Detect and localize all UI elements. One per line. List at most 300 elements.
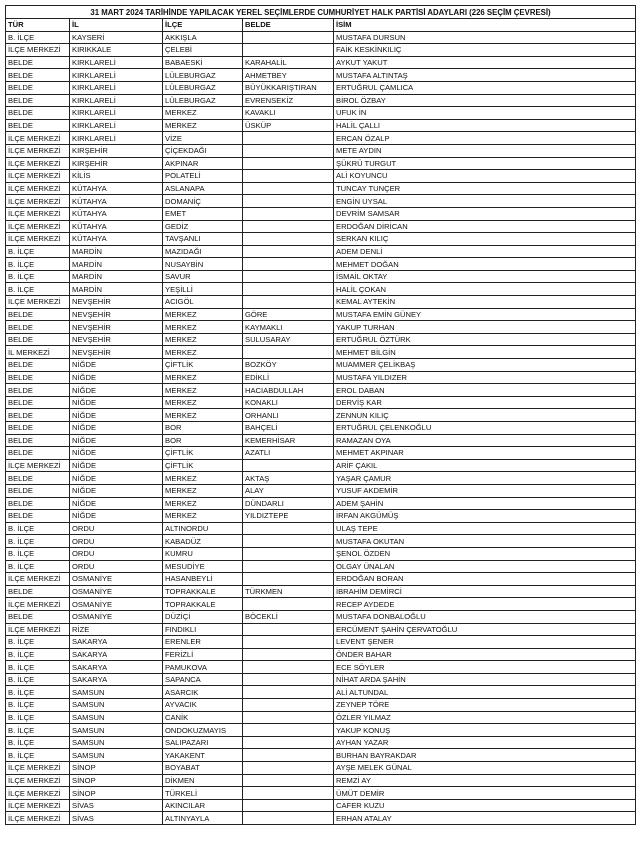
cell-il: OSMANİYE bbox=[70, 610, 163, 623]
cell-isim: MEHMET BİLGİN bbox=[334, 346, 636, 359]
cell-tur: İLÇE MERKEZİ bbox=[6, 170, 70, 183]
cell-belde: BÜYÜKKARIŞTIRAN bbox=[243, 81, 334, 94]
cell-il: NİĞDE bbox=[70, 484, 163, 497]
table-row bbox=[6, 699, 636, 712]
cell-isim: CAFER KUZU bbox=[334, 799, 636, 812]
cell-il: SİVAS bbox=[70, 799, 163, 812]
cell-tur: İLÇE MERKEZİ bbox=[6, 787, 70, 800]
cell-ilce: ONDOKUZMAYIS bbox=[163, 724, 243, 737]
cell-isim: İSMAİL OKTAY bbox=[334, 270, 636, 283]
table-row bbox=[6, 107, 636, 120]
cell-ilce: BOR bbox=[163, 422, 243, 435]
cell-tur: BELDE bbox=[6, 610, 70, 623]
cell-il: NİĞDE bbox=[70, 497, 163, 510]
table-row bbox=[6, 762, 636, 775]
cell-belde bbox=[243, 573, 334, 586]
table-header-row bbox=[6, 19, 636, 32]
table-row bbox=[6, 44, 636, 57]
cell-belde bbox=[243, 661, 334, 674]
cell-ilce: BABAESKİ bbox=[163, 56, 243, 69]
cell-belde: TÜRKMEN bbox=[243, 585, 334, 598]
cell-belde bbox=[243, 270, 334, 283]
cell-tur: BELDE bbox=[6, 396, 70, 409]
table-row bbox=[6, 384, 636, 397]
cell-isim: ENGİN UYSAL bbox=[334, 195, 636, 208]
cell-isim: ZENNUN KILIÇ bbox=[334, 409, 636, 422]
cell-isim: TUNCAY TUNÇER bbox=[334, 182, 636, 195]
cell-ilce: DÜZİÇİ bbox=[163, 610, 243, 623]
cell-il: NİĞDE bbox=[70, 371, 163, 384]
cell-belde bbox=[243, 157, 334, 170]
cell-tur: BELDE bbox=[6, 321, 70, 334]
cell-belde bbox=[243, 132, 334, 145]
cell-belde: BAHÇELİ bbox=[243, 422, 334, 435]
cell-belde bbox=[243, 31, 334, 44]
cell-isim: DEVRİM SAMSAR bbox=[334, 207, 636, 220]
cell-il: KIRKLARELİ bbox=[70, 132, 163, 145]
cell-isim: ÖNDER BAHAR bbox=[334, 648, 636, 661]
cell-il: NİĞDE bbox=[70, 510, 163, 523]
cell-isim: ERCÜMENT ŞAHİN ÇERVATOĞLU bbox=[334, 623, 636, 636]
cell-tur: BELDE bbox=[6, 359, 70, 372]
cell-isim: ZEYNEP TÖRE bbox=[334, 699, 636, 712]
table-row bbox=[6, 144, 636, 157]
cell-tur: İLÇE MERKEZİ bbox=[6, 762, 70, 775]
cell-isim: AYHAN YAZAR bbox=[334, 736, 636, 749]
cell-il: KÜTAHYA bbox=[70, 220, 163, 233]
cell-il: NİĞDE bbox=[70, 409, 163, 422]
cell-isim: HALİL ÇOKAN bbox=[334, 283, 636, 296]
cell-il: MARDİN bbox=[70, 245, 163, 258]
cell-il: KIRKLARELİ bbox=[70, 107, 163, 120]
cell-belde bbox=[243, 283, 334, 296]
cell-il: NİĞDE bbox=[70, 384, 163, 397]
cell-il: SİNOP bbox=[70, 787, 163, 800]
table-row bbox=[6, 119, 636, 132]
cell-tur: B. İLÇE bbox=[6, 535, 70, 548]
cell-il: NİĞDE bbox=[70, 472, 163, 485]
cell-il: SAMSUN bbox=[70, 686, 163, 699]
cell-il: SAKARYA bbox=[70, 661, 163, 674]
table-row bbox=[6, 724, 636, 737]
table-row bbox=[6, 522, 636, 535]
cell-belde bbox=[243, 44, 334, 57]
cell-belde bbox=[243, 699, 334, 712]
cell-il: OSMANİYE bbox=[70, 573, 163, 586]
cell-tur: B. İLÇE bbox=[6, 673, 70, 686]
cell-tur: İLÇE MERKEZİ bbox=[6, 144, 70, 157]
cell-tur: BELDE bbox=[6, 484, 70, 497]
cell-ilce: YAKAKENT bbox=[163, 749, 243, 762]
table-row bbox=[6, 69, 636, 82]
cell-tur: İLÇE MERKEZİ bbox=[6, 182, 70, 195]
cell-tur: İLÇE MERKEZİ bbox=[6, 157, 70, 170]
cell-ilce: ERENLER bbox=[163, 636, 243, 649]
cell-ilce: ALTINORDU bbox=[163, 522, 243, 535]
cell-isim: YAŞAR ÇAMUR bbox=[334, 472, 636, 485]
cell-belde bbox=[243, 787, 334, 800]
cell-belde: AKTAŞ bbox=[243, 472, 334, 485]
cell-tur: B. İLÇE bbox=[6, 648, 70, 661]
cell-tur: BELDE bbox=[6, 371, 70, 384]
cell-isim: ARİF ÇAKIL bbox=[334, 459, 636, 472]
cell-isim: NİHAT ARDA ŞAHİN bbox=[334, 673, 636, 686]
table-row bbox=[6, 359, 636, 372]
cell-ilce: MESUDİYE bbox=[163, 560, 243, 573]
cell-tur: BELDE bbox=[6, 434, 70, 447]
cell-tur: BELDE bbox=[6, 585, 70, 598]
cell-il: KIRKLARELİ bbox=[70, 119, 163, 132]
cell-ilce: AKKIŞLA bbox=[163, 31, 243, 44]
cell-tur: İLÇE MERKEZİ bbox=[6, 812, 70, 825]
cell-il: KİLİS bbox=[70, 170, 163, 183]
table-row bbox=[6, 270, 636, 283]
cell-il: KIRKLARELİ bbox=[70, 94, 163, 107]
cell-il: KÜTAHYA bbox=[70, 207, 163, 220]
cell-ilce: LÜLEBURGAZ bbox=[163, 69, 243, 82]
cell-isim: BİROL ÖZBAY bbox=[334, 94, 636, 107]
cell-isim: ERHAN ATALAY bbox=[334, 812, 636, 825]
cell-tur: B. İLÇE bbox=[6, 258, 70, 271]
cell-tur: BELDE bbox=[6, 384, 70, 397]
cell-il: MARDİN bbox=[70, 270, 163, 283]
cell-isim: MUSTAFA ALTINTAŞ bbox=[334, 69, 636, 82]
table-row bbox=[6, 661, 636, 674]
cell-ilce: MERKEZ bbox=[163, 119, 243, 132]
table-row bbox=[6, 170, 636, 183]
cell-belde bbox=[243, 686, 334, 699]
table-row bbox=[6, 31, 636, 44]
cell-ilce: BOYABAT bbox=[163, 762, 243, 775]
cell-ilce: TÜRKELİ bbox=[163, 787, 243, 800]
table-row bbox=[6, 736, 636, 749]
table-row bbox=[6, 258, 636, 271]
cell-isim: MUSTAFA OKUTAN bbox=[334, 535, 636, 548]
cell-il: KÜTAHYA bbox=[70, 195, 163, 208]
cell-belde: KARAHALİL bbox=[243, 56, 334, 69]
cell-tur: BELDE bbox=[6, 472, 70, 485]
cell-il: KÜTAHYA bbox=[70, 233, 163, 246]
cell-tur: İLÇE MERKEZİ bbox=[6, 598, 70, 611]
cell-belde bbox=[243, 535, 334, 548]
cell-tur: BELDE bbox=[6, 409, 70, 422]
cell-belde bbox=[243, 736, 334, 749]
table-row bbox=[6, 207, 636, 220]
cell-ilce: LÜLEBURGAZ bbox=[163, 81, 243, 94]
cell-tur: B. İLÇE bbox=[6, 560, 70, 573]
cell-isim: ÜMÜT DEMİR bbox=[334, 787, 636, 800]
cell-tur: İLÇE MERKEZİ bbox=[6, 207, 70, 220]
table-row bbox=[6, 447, 636, 460]
cell-isim: HALİL ÇALLI bbox=[334, 119, 636, 132]
cell-il: SİNOP bbox=[70, 774, 163, 787]
cell-belde: BÖCEKLİ bbox=[243, 610, 334, 623]
table-row bbox=[6, 812, 636, 825]
cell-tur: İLÇE MERKEZİ bbox=[6, 623, 70, 636]
cell-ilce: YEŞİLLİ bbox=[163, 283, 243, 296]
table-row bbox=[6, 535, 636, 548]
cell-isim: FAİK KESKİNKILIÇ bbox=[334, 44, 636, 57]
cell-isim: İRFAN AKGÜMÜŞ bbox=[334, 510, 636, 523]
table-row bbox=[6, 686, 636, 699]
cell-isim: MUSTAFA DURSUN bbox=[334, 31, 636, 44]
cell-belde bbox=[243, 598, 334, 611]
cell-il: MARDİN bbox=[70, 258, 163, 271]
cell-ilce: ASLANAPA bbox=[163, 182, 243, 195]
cell-belde bbox=[243, 547, 334, 560]
cell-il: NİĞDE bbox=[70, 396, 163, 409]
table-row bbox=[6, 673, 636, 686]
cell-isim: METE AYDIN bbox=[334, 144, 636, 157]
cell-isim: MUSTAFA YILDIZER bbox=[334, 371, 636, 384]
cell-ilce: BOR bbox=[163, 434, 243, 447]
table-row bbox=[6, 787, 636, 800]
cell-tur: BELDE bbox=[6, 81, 70, 94]
cell-belde: BOZKÖY bbox=[243, 359, 334, 372]
cell-belde bbox=[243, 623, 334, 636]
cell-isim: YUSUF AKDEMİR bbox=[334, 484, 636, 497]
cell-il: KIRIKKALE bbox=[70, 44, 163, 57]
cell-isim: ÖZLER YILMAZ bbox=[334, 711, 636, 724]
cell-ilce: ÇİFTLİK bbox=[163, 359, 243, 372]
table-row bbox=[6, 623, 636, 636]
cell-belde bbox=[243, 673, 334, 686]
cell-ilce: MERKEZ bbox=[163, 497, 243, 510]
cell-isim: ALİ ALTUNDAL bbox=[334, 686, 636, 699]
cell-belde bbox=[243, 459, 334, 472]
cell-tur: İLÇE MERKEZİ bbox=[6, 132, 70, 145]
cell-il: SAMSUN bbox=[70, 699, 163, 712]
cell-il: SAKARYA bbox=[70, 673, 163, 686]
table-row bbox=[6, 296, 636, 309]
cell-il: KIRKLARELİ bbox=[70, 69, 163, 82]
cell-il: SİVAS bbox=[70, 812, 163, 825]
cell-tur: B. İLÇE bbox=[6, 749, 70, 762]
cell-isim: BURHAN BAYRAKDAR bbox=[334, 749, 636, 762]
cell-isim: AYKUT YAKUT bbox=[334, 56, 636, 69]
cell-il: KAYSERİ bbox=[70, 31, 163, 44]
cell-belde: KONAKLI bbox=[243, 396, 334, 409]
cell-ilce: MERKEZ bbox=[163, 371, 243, 384]
cell-ilce: PAMUKOVA bbox=[163, 661, 243, 674]
table-row bbox=[6, 195, 636, 208]
cell-tur: BELDE bbox=[6, 56, 70, 69]
cell-belde: SULUSARAY bbox=[243, 333, 334, 346]
cell-belde bbox=[243, 195, 334, 208]
cell-ilce: MERKEZ bbox=[163, 333, 243, 346]
cell-isim: ERDOĞAN DİRİCAN bbox=[334, 220, 636, 233]
cell-belde bbox=[243, 774, 334, 787]
cell-belde bbox=[243, 207, 334, 220]
cell-ilce: AKPINAR bbox=[163, 157, 243, 170]
cell-isim: ERTUĞRUL ÇELENKOĞLU bbox=[334, 422, 636, 435]
cell-ilce: DİKMEN bbox=[163, 774, 243, 787]
cell-belde bbox=[243, 636, 334, 649]
cell-ilce: POLATELİ bbox=[163, 170, 243, 183]
table-row bbox=[6, 56, 636, 69]
cell-tur: B. İLÇE bbox=[6, 522, 70, 535]
cell-belde bbox=[243, 724, 334, 737]
table-row bbox=[6, 321, 636, 334]
cell-ilce: VİZE bbox=[163, 132, 243, 145]
cell-belde bbox=[243, 296, 334, 309]
cell-tur: İLÇE MERKEZİ bbox=[6, 774, 70, 787]
cell-il: KIRŞEHİR bbox=[70, 157, 163, 170]
cell-isim: EROL DABAN bbox=[334, 384, 636, 397]
table-row bbox=[6, 598, 636, 611]
cell-tur: İLÇE MERKEZİ bbox=[6, 799, 70, 812]
table-row bbox=[6, 636, 636, 649]
cell-il: NİĞDE bbox=[70, 359, 163, 372]
cell-ilce: ACIGÖL bbox=[163, 296, 243, 309]
cell-il: NEVŞEHİR bbox=[70, 321, 163, 334]
cell-ilce: ÇİFTLİK bbox=[163, 459, 243, 472]
column-header-isim: İSİM bbox=[334, 19, 636, 32]
cell-isim: ECE SÖYLER bbox=[334, 661, 636, 674]
cell-isim: RAMAZAN OYA bbox=[334, 434, 636, 447]
cell-isim: YAKUP TURHAN bbox=[334, 321, 636, 334]
cell-ilce: MERKEZ bbox=[163, 409, 243, 422]
document-title: 31 MART 2024 TARİHİNDE YAPILACAK YEREL SEÇİMLERDE CUMHURİYET HALK PARTİSİ ADAYLARI (226 SEÇİM ÇEVRESİ) bbox=[6, 6, 636, 19]
cell-il: SAMSUN bbox=[70, 736, 163, 749]
cell-isim: REMZİ AY bbox=[334, 774, 636, 787]
cell-il: SAMSUN bbox=[70, 711, 163, 724]
cell-ilce: TOPRAKKALE bbox=[163, 585, 243, 598]
cell-isim: ŞENOL ÖZDEN bbox=[334, 547, 636, 560]
table-row bbox=[6, 560, 636, 573]
table-row bbox=[6, 472, 636, 485]
cell-belde bbox=[243, 258, 334, 271]
table-row bbox=[6, 182, 636, 195]
cell-ilce: ASARCIK bbox=[163, 686, 243, 699]
cell-il: OSMANİYE bbox=[70, 585, 163, 598]
cell-il: ORDU bbox=[70, 522, 163, 535]
cell-belde bbox=[243, 762, 334, 775]
cell-ilce: SALIPAZARI bbox=[163, 736, 243, 749]
cell-tur: BELDE bbox=[6, 94, 70, 107]
table-row bbox=[6, 81, 636, 94]
cell-il: KÜTAHYA bbox=[70, 182, 163, 195]
cell-ilce: MERKEZ bbox=[163, 346, 243, 359]
cell-isim: MUAMMER ÇELİKBAŞ bbox=[334, 359, 636, 372]
cell-il: SAKARYA bbox=[70, 636, 163, 649]
table-row bbox=[6, 283, 636, 296]
cell-ilce: AYVACIK bbox=[163, 699, 243, 712]
cell-belde bbox=[243, 799, 334, 812]
cell-tur: B. İLÇE bbox=[6, 283, 70, 296]
table-row bbox=[6, 245, 636, 258]
table-row bbox=[6, 510, 636, 523]
cell-belde bbox=[243, 233, 334, 246]
cell-ilce: KABADÜZ bbox=[163, 535, 243, 548]
cell-ilce: KUMRU bbox=[163, 547, 243, 560]
cell-il: SAKARYA bbox=[70, 648, 163, 661]
cell-tur: İL MERKEZİ bbox=[6, 346, 70, 359]
cell-tur: İLÇE MERKEZİ bbox=[6, 233, 70, 246]
cell-belde: KAYMAKLI bbox=[243, 321, 334, 334]
table-row bbox=[6, 434, 636, 447]
cell-belde bbox=[243, 560, 334, 573]
cell-isim: MEHMET AKPINAR bbox=[334, 447, 636, 460]
cell-ilce: MAZIDAĞI bbox=[163, 245, 243, 258]
cell-tur: B. İLÇE bbox=[6, 724, 70, 737]
cell-il: MARDİN bbox=[70, 283, 163, 296]
cell-isim: MEHMET DOĞAN bbox=[334, 258, 636, 271]
cell-isim: LEVENT ŞENER bbox=[334, 636, 636, 649]
cell-ilce: FERİZLİ bbox=[163, 648, 243, 661]
cell-il: NEVŞEHİR bbox=[70, 308, 163, 321]
cell-ilce: HASANBEYLİ bbox=[163, 573, 243, 586]
cell-il: RİZE bbox=[70, 623, 163, 636]
cell-isim: ERDOĞAN BORAN bbox=[334, 573, 636, 586]
cell-isim: AYŞE MELEK GÜNAL bbox=[334, 762, 636, 775]
cell-ilce: SAVUR bbox=[163, 270, 243, 283]
cell-ilce: AKINCILAR bbox=[163, 799, 243, 812]
cell-belde: ALAY bbox=[243, 484, 334, 497]
cell-tur: B. İLÇE bbox=[6, 31, 70, 44]
cell-isim: SERKAN KILIÇ bbox=[334, 233, 636, 246]
cell-isim: RECEP AYDEDE bbox=[334, 598, 636, 611]
cell-belde: AZATLI bbox=[243, 447, 334, 460]
cell-belde: ORHANLI bbox=[243, 409, 334, 422]
cell-belde: YILDIZTEPE bbox=[243, 510, 334, 523]
cell-ilce: SAPANCA bbox=[163, 673, 243, 686]
cell-tur: B. İLÇE bbox=[6, 711, 70, 724]
cell-ilce: MERKEZ bbox=[163, 107, 243, 120]
cell-isim: OLGAY ÜNALAN bbox=[334, 560, 636, 573]
table-row bbox=[6, 547, 636, 560]
table-row bbox=[6, 233, 636, 246]
column-header-ilce: İLÇE bbox=[163, 19, 243, 32]
table-body bbox=[6, 31, 636, 824]
cell-il: NİĞDE bbox=[70, 422, 163, 435]
cell-belde bbox=[243, 182, 334, 195]
cell-belde bbox=[243, 144, 334, 157]
cell-ilce: CANİK bbox=[163, 711, 243, 724]
cell-isim: ADEM DENLİ bbox=[334, 245, 636, 258]
cell-isim: ERTUĞRUL ÖZTÜRK bbox=[334, 333, 636, 346]
candidate-table bbox=[5, 5, 636, 825]
cell-il: SİNOP bbox=[70, 762, 163, 775]
cell-tur: BELDE bbox=[6, 333, 70, 346]
cell-tur: İLÇE MERKEZİ bbox=[6, 296, 70, 309]
cell-belde: EDİKLİ bbox=[243, 371, 334, 384]
cell-belde: GÖRE bbox=[243, 308, 334, 321]
cell-belde: AHMETBEY bbox=[243, 69, 334, 82]
cell-tur: İLÇE MERKEZİ bbox=[6, 195, 70, 208]
cell-ilce: LÜLEBURGAZ bbox=[163, 94, 243, 107]
cell-tur: İLÇE MERKEZİ bbox=[6, 573, 70, 586]
cell-tur: BELDE bbox=[6, 422, 70, 435]
cell-isim: ERTUĞRUL ÇAMLICA bbox=[334, 81, 636, 94]
cell-il: SAMSUN bbox=[70, 749, 163, 762]
cell-il: KIRKLARELİ bbox=[70, 56, 163, 69]
cell-isim: MUSTAFA EMİN GÜNEY bbox=[334, 308, 636, 321]
cell-ilce: MERKEZ bbox=[163, 308, 243, 321]
cell-belde: EVRENSEKİZ bbox=[243, 94, 334, 107]
table-row bbox=[6, 308, 636, 321]
cell-isim: ERCAN ÖZALP bbox=[334, 132, 636, 145]
cell-ilce: ALTINYAYLA bbox=[163, 812, 243, 825]
cell-ilce: MERKEZ bbox=[163, 484, 243, 497]
cell-isim: UFUK İN bbox=[334, 107, 636, 120]
cell-ilce: ÇİFTLİK bbox=[163, 447, 243, 460]
table-row bbox=[6, 648, 636, 661]
cell-ilce: MERKEZ bbox=[163, 321, 243, 334]
cell-ilce: DOMANİÇ bbox=[163, 195, 243, 208]
cell-tur: B. İLÇE bbox=[6, 661, 70, 674]
cell-isim: ŞÜKRÜ TURGUT bbox=[334, 157, 636, 170]
